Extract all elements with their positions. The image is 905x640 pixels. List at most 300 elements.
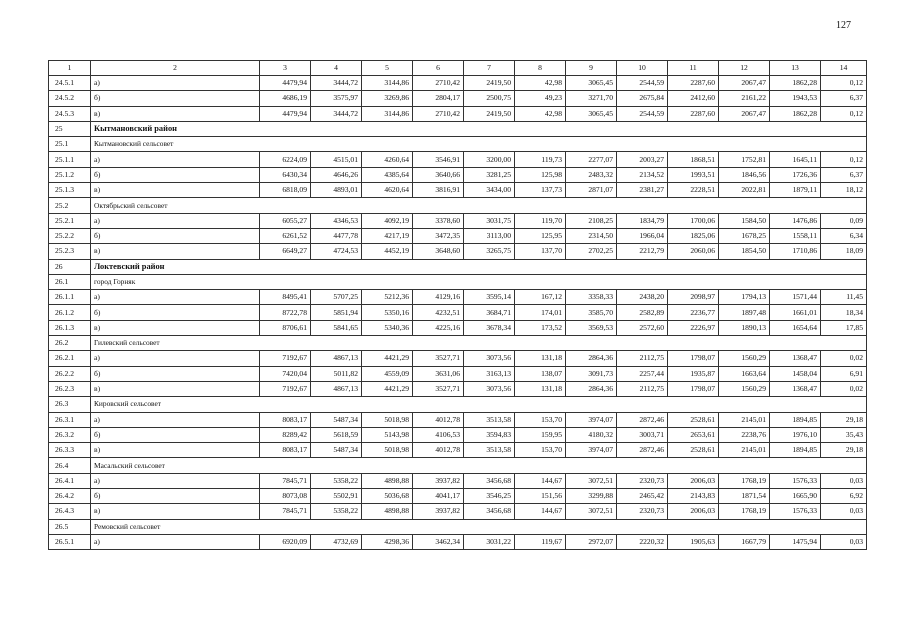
value-cell: 3031,22 bbox=[464, 534, 515, 549]
value-cell: 2872,46 bbox=[617, 443, 668, 458]
value-cell: 138,07 bbox=[515, 366, 566, 381]
row-code: 26.5.1 bbox=[49, 534, 91, 549]
value-cell: 3072,51 bbox=[566, 504, 617, 519]
column-number-cell: 6 bbox=[413, 61, 464, 76]
value-cell: 49,23 bbox=[515, 91, 566, 106]
row-code: 26.2.1 bbox=[49, 351, 91, 366]
value-cell: 119,67 bbox=[515, 534, 566, 549]
row-code: 25.2.3 bbox=[49, 244, 91, 259]
row-variant-label: в) bbox=[91, 504, 260, 519]
value-cell: 2112,75 bbox=[617, 351, 668, 366]
value-cell: 1879,11 bbox=[770, 183, 821, 198]
value-cell: 4012,78 bbox=[413, 443, 464, 458]
value-cell: 7845,71 bbox=[260, 504, 311, 519]
value-cell: 4298,36 bbox=[362, 534, 413, 549]
row-code: 26 bbox=[49, 259, 91, 274]
value-cell: 4479,94 bbox=[260, 106, 311, 121]
value-cell: 1654,64 bbox=[770, 320, 821, 335]
value-cell: 8289,42 bbox=[260, 427, 311, 442]
value-cell: 125,95 bbox=[515, 228, 566, 243]
value-cell: 4260,64 bbox=[362, 152, 413, 167]
value-cell: 3265,75 bbox=[464, 244, 515, 259]
value-cell: 2022,81 bbox=[719, 183, 770, 198]
value-cell: 5841,65 bbox=[311, 320, 362, 335]
value-cell: 3163,13 bbox=[464, 366, 515, 381]
value-cell: 2277,07 bbox=[566, 152, 617, 167]
value-cell: 1993,51 bbox=[668, 167, 719, 182]
table-row bbox=[49, 305, 867, 320]
value-cell: 1846,56 bbox=[719, 167, 770, 182]
settlement-title: Октябрьский сельсовет bbox=[91, 198, 867, 213]
value-cell: 3816,91 bbox=[413, 183, 464, 198]
row-variant-label: б) bbox=[91, 228, 260, 243]
value-cell: 5340,36 bbox=[362, 320, 413, 335]
value-cell: 1678,25 bbox=[719, 228, 770, 243]
value-cell: 1862,28 bbox=[770, 106, 821, 121]
value-cell: 5502,91 bbox=[311, 489, 362, 504]
column-number-cell: 8 bbox=[515, 61, 566, 76]
value-cell: 2572,60 bbox=[617, 320, 668, 335]
value-cell: 1966,04 bbox=[617, 228, 668, 243]
value-cell: 2161,22 bbox=[719, 91, 770, 106]
column-number-cell: 11 bbox=[668, 61, 719, 76]
value-cell: 2108,25 bbox=[566, 213, 617, 228]
value-cell: 2220,32 bbox=[617, 534, 668, 549]
value-cell: 3073,56 bbox=[464, 381, 515, 396]
value-cell: 2257,44 bbox=[617, 366, 668, 381]
value-cell: 5350,16 bbox=[362, 305, 413, 320]
value-cell: 3527,71 bbox=[413, 381, 464, 396]
value-cell: 2710,42 bbox=[413, 76, 464, 91]
value-cell: 1976,10 bbox=[770, 427, 821, 442]
row-variant-label: б) bbox=[91, 305, 260, 320]
value-cell: 4686,19 bbox=[260, 91, 311, 106]
table-row bbox=[49, 427, 867, 442]
row-variant-label: б) bbox=[91, 366, 260, 381]
settlement-title: Ремовский сельсовет bbox=[91, 519, 867, 534]
value-cell: 2864,36 bbox=[566, 381, 617, 396]
value-cell: 1475,94 bbox=[770, 534, 821, 549]
value-cell: 159,95 bbox=[515, 427, 566, 442]
row-variant-label: а) bbox=[91, 534, 260, 549]
row-code: 26.1.2 bbox=[49, 305, 91, 320]
value-cell: 6,91 bbox=[821, 366, 867, 381]
row-code: 26.4.2 bbox=[49, 489, 91, 504]
value-cell: 173,52 bbox=[515, 320, 566, 335]
row-variant-label: а) bbox=[91, 213, 260, 228]
value-cell: 2112,75 bbox=[617, 381, 668, 396]
value-cell: 2710,42 bbox=[413, 106, 464, 121]
value-cell: 11,45 bbox=[821, 290, 867, 305]
column-number-row bbox=[49, 61, 867, 76]
value-cell: 3072,51 bbox=[566, 473, 617, 488]
value-cell: 42,98 bbox=[515, 106, 566, 121]
value-cell: 2412,60 bbox=[668, 91, 719, 106]
row-variant-label: а) bbox=[91, 412, 260, 427]
value-cell: 174,01 bbox=[515, 305, 566, 320]
value-cell: 5011,82 bbox=[311, 366, 362, 381]
value-cell: 2212,79 bbox=[617, 244, 668, 259]
value-cell: 1476,86 bbox=[770, 213, 821, 228]
value-cell: 3378,60 bbox=[413, 213, 464, 228]
value-cell: 8083,17 bbox=[260, 412, 311, 427]
value-cell: 1710,86 bbox=[770, 244, 821, 259]
value-cell: 4477,78 bbox=[311, 228, 362, 243]
value-cell: 3073,56 bbox=[464, 351, 515, 366]
value-cell: 1897,48 bbox=[719, 305, 770, 320]
table-row bbox=[49, 534, 867, 549]
value-cell: 4620,64 bbox=[362, 183, 413, 198]
value-cell: 29,18 bbox=[821, 412, 867, 427]
value-cell: 2067,47 bbox=[719, 106, 770, 121]
value-cell: 3472,35 bbox=[413, 228, 464, 243]
value-cell: 2702,25 bbox=[566, 244, 617, 259]
column-number-cell: 10 bbox=[617, 61, 668, 76]
column-number-cell: 14 bbox=[821, 61, 867, 76]
row-code: 26.2.2 bbox=[49, 366, 91, 381]
value-cell: 1905,63 bbox=[668, 534, 719, 549]
value-cell: 119,70 bbox=[515, 213, 566, 228]
value-cell: 2528,61 bbox=[668, 443, 719, 458]
row-variant-label: а) bbox=[91, 76, 260, 91]
value-cell: 151,56 bbox=[515, 489, 566, 504]
value-cell: 2320,73 bbox=[617, 504, 668, 519]
value-cell: 18,12 bbox=[821, 183, 867, 198]
value-cell: 3546,25 bbox=[464, 489, 515, 504]
value-cell: 2067,47 bbox=[719, 76, 770, 91]
settlement-header-row bbox=[49, 397, 867, 412]
value-cell: 1854,50 bbox=[719, 244, 770, 259]
value-cell: 7420,04 bbox=[260, 366, 311, 381]
value-cell: 3513,58 bbox=[464, 443, 515, 458]
value-cell: 2287,60 bbox=[668, 106, 719, 121]
value-cell: 6818,09 bbox=[260, 183, 311, 198]
value-cell: 7192,67 bbox=[260, 351, 311, 366]
column-number-cell: 2 bbox=[91, 61, 260, 76]
value-cell: 6,34 bbox=[821, 228, 867, 243]
table-row bbox=[49, 152, 867, 167]
value-cell: 3594,83 bbox=[464, 427, 515, 442]
value-cell: 4385,64 bbox=[362, 167, 413, 182]
value-cell: 4129,16 bbox=[413, 290, 464, 305]
value-cell: 3299,88 bbox=[566, 489, 617, 504]
settlement-header-row bbox=[49, 336, 867, 351]
value-cell: 5487,34 bbox=[311, 412, 362, 427]
row-code: 25.2.1 bbox=[49, 213, 91, 228]
value-cell: 6649,27 bbox=[260, 244, 311, 259]
value-cell: 1661,01 bbox=[770, 305, 821, 320]
value-cell: 0,12 bbox=[821, 152, 867, 167]
value-cell: 1834,79 bbox=[617, 213, 668, 228]
value-cell: 4092,19 bbox=[362, 213, 413, 228]
value-cell: 6261,52 bbox=[260, 228, 311, 243]
value-cell: 2098,97 bbox=[668, 290, 719, 305]
value-cell: 2419,50 bbox=[464, 106, 515, 121]
value-cell: 2582,89 bbox=[617, 305, 668, 320]
district-title: Кытмановский район bbox=[91, 121, 867, 136]
table-row bbox=[49, 443, 867, 458]
value-cell: 3144,86 bbox=[362, 76, 413, 91]
value-cell: 153,70 bbox=[515, 412, 566, 427]
value-cell: 1560,29 bbox=[719, 351, 770, 366]
value-cell: 0,12 bbox=[821, 76, 867, 91]
value-cell: 3456,68 bbox=[464, 504, 515, 519]
table-row bbox=[49, 91, 867, 106]
value-cell: 1752,81 bbox=[719, 152, 770, 167]
value-cell: 4106,53 bbox=[413, 427, 464, 442]
value-cell: 8495,41 bbox=[260, 290, 311, 305]
value-cell: 3003,71 bbox=[617, 427, 668, 442]
value-cell: 5487,34 bbox=[311, 443, 362, 458]
value-cell: 17,85 bbox=[821, 320, 867, 335]
value-cell: 1663,64 bbox=[719, 366, 770, 381]
table-row bbox=[49, 228, 867, 243]
row-variant-label: в) bbox=[91, 443, 260, 458]
value-cell: 2528,61 bbox=[668, 412, 719, 427]
table-row bbox=[49, 504, 867, 519]
row-code: 26.3 bbox=[49, 397, 91, 412]
value-cell: 3595,14 bbox=[464, 290, 515, 305]
table-row bbox=[49, 167, 867, 182]
value-cell: 2143,83 bbox=[668, 489, 719, 504]
value-cell: 3113,00 bbox=[464, 228, 515, 243]
value-cell: 2060,06 bbox=[668, 244, 719, 259]
value-cell: 5143,98 bbox=[362, 427, 413, 442]
value-cell: 3444,72 bbox=[311, 106, 362, 121]
table-row bbox=[49, 320, 867, 335]
value-cell: 137,73 bbox=[515, 183, 566, 198]
column-number-cell: 12 bbox=[719, 61, 770, 76]
value-cell: 8083,17 bbox=[260, 443, 311, 458]
value-cell: 4180,32 bbox=[566, 427, 617, 442]
settlement-header-row bbox=[49, 519, 867, 534]
value-cell: 3631,06 bbox=[413, 366, 464, 381]
value-cell: 1871,54 bbox=[719, 489, 770, 504]
value-cell: 1571,44 bbox=[770, 290, 821, 305]
row-code: 25.2.2 bbox=[49, 228, 91, 243]
value-cell: 3640,66 bbox=[413, 167, 464, 182]
row-code: 25.1.1 bbox=[49, 152, 91, 167]
row-variant-label: а) bbox=[91, 290, 260, 305]
value-cell: 0,09 bbox=[821, 213, 867, 228]
value-cell: 42,98 bbox=[515, 76, 566, 91]
value-cell: 3031,75 bbox=[464, 213, 515, 228]
value-cell: 2804,17 bbox=[413, 91, 464, 106]
value-cell: 2972,07 bbox=[566, 534, 617, 549]
value-cell: 2872,46 bbox=[617, 412, 668, 427]
value-cell: 4012,78 bbox=[413, 412, 464, 427]
value-cell: 1768,19 bbox=[719, 504, 770, 519]
value-cell: 131,18 bbox=[515, 381, 566, 396]
value-cell: 6,37 bbox=[821, 91, 867, 106]
value-cell: 1576,33 bbox=[770, 473, 821, 488]
value-cell: 5851,94 bbox=[311, 305, 362, 320]
value-cell: 8073,08 bbox=[260, 489, 311, 504]
value-cell: 3513,58 bbox=[464, 412, 515, 427]
value-cell: 5018,98 bbox=[362, 412, 413, 427]
row-variant-label: б) bbox=[91, 427, 260, 442]
district-header-row bbox=[49, 121, 867, 136]
table-row bbox=[49, 381, 867, 396]
value-cell: 2287,60 bbox=[668, 76, 719, 91]
value-cell: 4646,26 bbox=[311, 167, 362, 182]
settlement-header-row bbox=[49, 458, 867, 473]
row-variant-label: в) bbox=[91, 106, 260, 121]
value-cell: 3065,45 bbox=[566, 106, 617, 121]
value-cell: 1798,07 bbox=[668, 381, 719, 396]
table-row bbox=[49, 183, 867, 198]
value-cell: 3462,34 bbox=[413, 534, 464, 549]
row-variant-label: в) bbox=[91, 320, 260, 335]
column-number-cell: 7 bbox=[464, 61, 515, 76]
value-cell: 3271,70 bbox=[566, 91, 617, 106]
table-row bbox=[49, 412, 867, 427]
value-cell: 4346,53 bbox=[311, 213, 362, 228]
value-cell: 1894,85 bbox=[770, 412, 821, 427]
value-cell: 5212,36 bbox=[362, 290, 413, 305]
value-cell: 144,67 bbox=[515, 473, 566, 488]
row-code: 26.3.3 bbox=[49, 443, 91, 458]
value-cell: 1584,50 bbox=[719, 213, 770, 228]
value-cell: 29,18 bbox=[821, 443, 867, 458]
value-cell: 4232,51 bbox=[413, 305, 464, 320]
value-cell: 4041,17 bbox=[413, 489, 464, 504]
value-cell: 2653,61 bbox=[668, 427, 719, 442]
value-cell: 2236,77 bbox=[668, 305, 719, 320]
value-cell: 4421,29 bbox=[362, 381, 413, 396]
value-cell: 4867,13 bbox=[311, 351, 362, 366]
value-cell: 144,67 bbox=[515, 504, 566, 519]
row-variant-label: а) bbox=[91, 152, 260, 167]
row-variant-label: б) bbox=[91, 489, 260, 504]
column-number-cell: 4 bbox=[311, 61, 362, 76]
value-cell: 1798,07 bbox=[668, 351, 719, 366]
value-cell: 2438,20 bbox=[617, 290, 668, 305]
value-cell: 2145,01 bbox=[719, 443, 770, 458]
value-cell: 1862,28 bbox=[770, 76, 821, 91]
value-cell: 5358,22 bbox=[311, 473, 362, 488]
value-cell: 1665,90 bbox=[770, 489, 821, 504]
row-code: 25 bbox=[49, 121, 91, 136]
value-cell: 6,92 bbox=[821, 489, 867, 504]
value-cell: 35,43 bbox=[821, 427, 867, 442]
value-cell: 2238,76 bbox=[719, 427, 770, 442]
value-cell: 4893,01 bbox=[311, 183, 362, 198]
table-row bbox=[49, 489, 867, 504]
value-cell: 137,70 bbox=[515, 244, 566, 259]
value-cell: 4515,01 bbox=[311, 152, 362, 167]
value-cell: 2006,03 bbox=[668, 473, 719, 488]
value-cell: 4559,09 bbox=[362, 366, 413, 381]
row-variant-label: б) bbox=[91, 167, 260, 182]
value-cell: 3434,00 bbox=[464, 183, 515, 198]
value-cell: 3678,34 bbox=[464, 320, 515, 335]
value-cell: 6224,09 bbox=[260, 152, 311, 167]
row-code: 26.1.3 bbox=[49, 320, 91, 335]
column-number-cell: 13 bbox=[770, 61, 821, 76]
value-cell: 3527,71 bbox=[413, 351, 464, 366]
value-cell: 1700,06 bbox=[668, 213, 719, 228]
value-cell: 0,03 bbox=[821, 504, 867, 519]
value-cell: 2003,27 bbox=[617, 152, 668, 167]
value-cell: 7192,67 bbox=[260, 381, 311, 396]
value-cell: 18,09 bbox=[821, 244, 867, 259]
value-cell: 3358,33 bbox=[566, 290, 617, 305]
value-cell: 131,18 bbox=[515, 351, 566, 366]
value-cell: 153,70 bbox=[515, 443, 566, 458]
value-cell: 1794,13 bbox=[719, 290, 770, 305]
settlement-header-row bbox=[49, 274, 867, 289]
table-row bbox=[49, 351, 867, 366]
row-code: 26.4.1 bbox=[49, 473, 91, 488]
value-cell: 3065,45 bbox=[566, 76, 617, 91]
value-cell: 167,12 bbox=[515, 290, 566, 305]
row-code: 26.1.1 bbox=[49, 290, 91, 305]
value-cell: 6,37 bbox=[821, 167, 867, 182]
value-cell: 2871,07 bbox=[566, 183, 617, 198]
table-row bbox=[49, 244, 867, 259]
row-variant-label: б) bbox=[91, 91, 260, 106]
value-cell: 2226,97 bbox=[668, 320, 719, 335]
value-cell: 2483,32 bbox=[566, 167, 617, 182]
value-cell: 1368,47 bbox=[770, 381, 821, 396]
value-cell: 5618,59 bbox=[311, 427, 362, 442]
settlement-header-row bbox=[49, 198, 867, 213]
value-cell: 1368,47 bbox=[770, 351, 821, 366]
district-title: Локтевский район bbox=[91, 259, 867, 274]
value-cell: 4225,16 bbox=[413, 320, 464, 335]
value-cell: 3569,53 bbox=[566, 320, 617, 335]
table-row bbox=[49, 366, 867, 381]
value-cell: 0,03 bbox=[821, 473, 867, 488]
table-row bbox=[49, 213, 867, 228]
tariff-table bbox=[48, 60, 867, 550]
value-cell: 1726,36 bbox=[770, 167, 821, 182]
row-code: 26.3.2 bbox=[49, 427, 91, 442]
value-cell: 125,98 bbox=[515, 167, 566, 182]
row-code: 26.5 bbox=[49, 519, 91, 534]
value-cell: 4217,19 bbox=[362, 228, 413, 243]
row-variant-label: а) bbox=[91, 351, 260, 366]
value-cell: 2500,75 bbox=[464, 91, 515, 106]
value-cell: 4898,88 bbox=[362, 504, 413, 519]
value-cell: 3456,68 bbox=[464, 473, 515, 488]
value-cell: 1645,11 bbox=[770, 152, 821, 167]
value-cell: 4867,13 bbox=[311, 381, 362, 396]
value-cell: 2145,01 bbox=[719, 412, 770, 427]
value-cell: 1894,85 bbox=[770, 443, 821, 458]
settlement-title: Гилевский сельсовет bbox=[91, 336, 867, 351]
value-cell: 0,12 bbox=[821, 106, 867, 121]
value-cell: 5707,25 bbox=[311, 290, 362, 305]
value-cell: 2006,03 bbox=[668, 504, 719, 519]
value-cell: 3684,71 bbox=[464, 305, 515, 320]
value-cell: 4421,29 bbox=[362, 351, 413, 366]
table-row bbox=[49, 76, 867, 91]
value-cell: 4479,94 bbox=[260, 76, 311, 91]
value-cell: 1667,79 bbox=[719, 534, 770, 549]
value-cell: 1576,33 bbox=[770, 504, 821, 519]
row-code: 25.1.3 bbox=[49, 183, 91, 198]
table-row bbox=[49, 473, 867, 488]
value-cell: 1825,06 bbox=[668, 228, 719, 243]
table-body bbox=[49, 61, 867, 550]
row-variant-label: в) bbox=[91, 244, 260, 259]
row-variant-label: а) bbox=[91, 473, 260, 488]
value-cell: 4452,19 bbox=[362, 244, 413, 259]
row-variant-label: в) bbox=[91, 381, 260, 396]
settlement-header-row bbox=[49, 137, 867, 152]
